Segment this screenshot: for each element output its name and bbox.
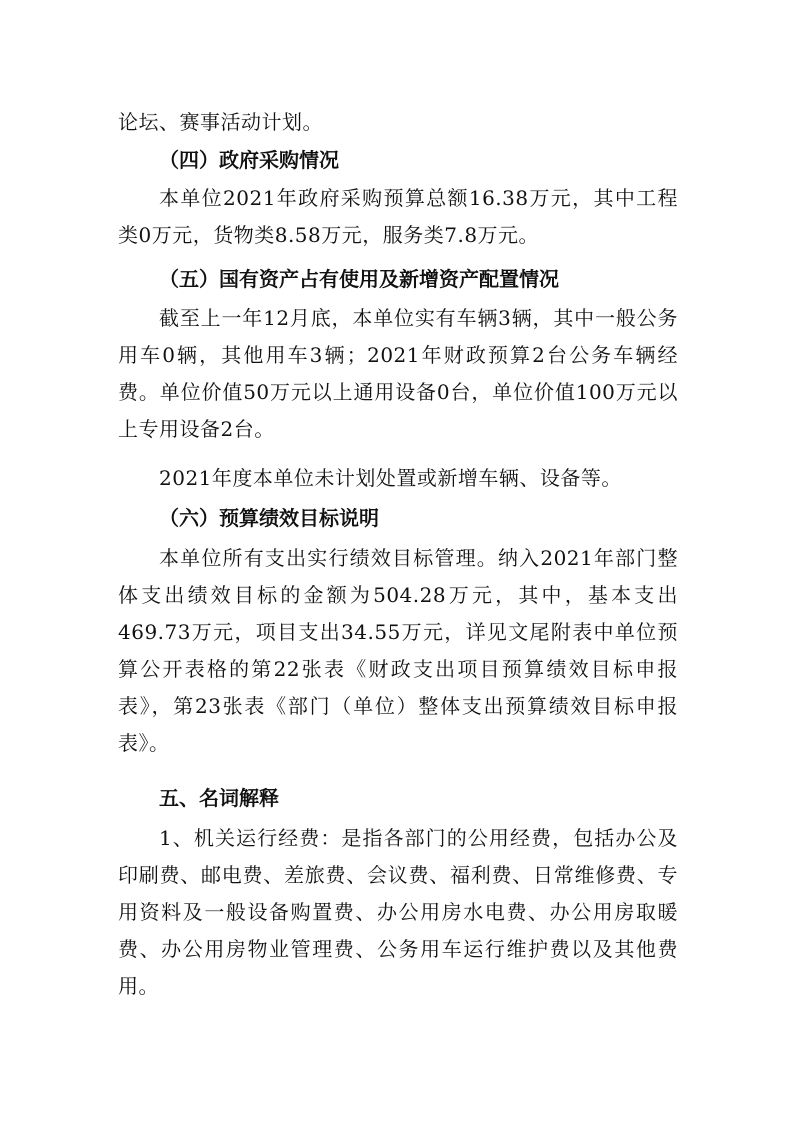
paragraph-vehicles-equipment: 截至上一年12月底，本单位实有车辆3辆，其中一般公务用车0辆，其他用车3辆；2021年财政预算2台公务车辆经费。单位价值50万元以上通用设备0台，单位价值100万元以上专用设备2台。 — [118, 306, 678, 441]
heading-state-assets: （五）国有资产占有使用及新增资产配置情况 — [159, 267, 559, 291]
paragraph-disposal-plan: 2021年度本单位未计划处置或新增车辆、设备等。 — [159, 466, 622, 490]
heading-government-procurement: （四）政府采购情况 — [159, 148, 339, 172]
heading-glossary: 五、名词解释 — [159, 786, 279, 810]
paragraph-performance-goals: 本单位所有支出实行绩效目标管理。纳入2021年部门整体支出绩效目标的金额为504.28万元，其中，基本支出469.73万元，项目支出34.55万元，详见文尾附表中单位预算公开表格的第22张表《财政支出项目预算绩效目标申报表》，第23张表《部门（单位）整体支出预算绩效目标申报表》。 — [118, 546, 678, 755]
paragraph-procurement: 本单位2021年政府采购预算总额16.38万元，其中工程类0万元，货物类8.58万元，服务类7.8万元。 — [118, 186, 678, 247]
heading-performance-goals: （六）预算绩效目标说明 — [159, 506, 379, 530]
paragraph-operating-expenses-definition: 1、机关运行经费：是指各部门的公用经费，包括办公及印刷费、邮电费、差旅费、会议费、福利费、日常维修费、专用资料及一般设备购置费、办公用房水电费、办公用房取暖费、办公用房物业管理费、公务用车运行维护费以及其他费用。 — [118, 826, 678, 998]
paragraph-continuation: 论坛、赛事活动计划。 — [118, 110, 323, 134]
